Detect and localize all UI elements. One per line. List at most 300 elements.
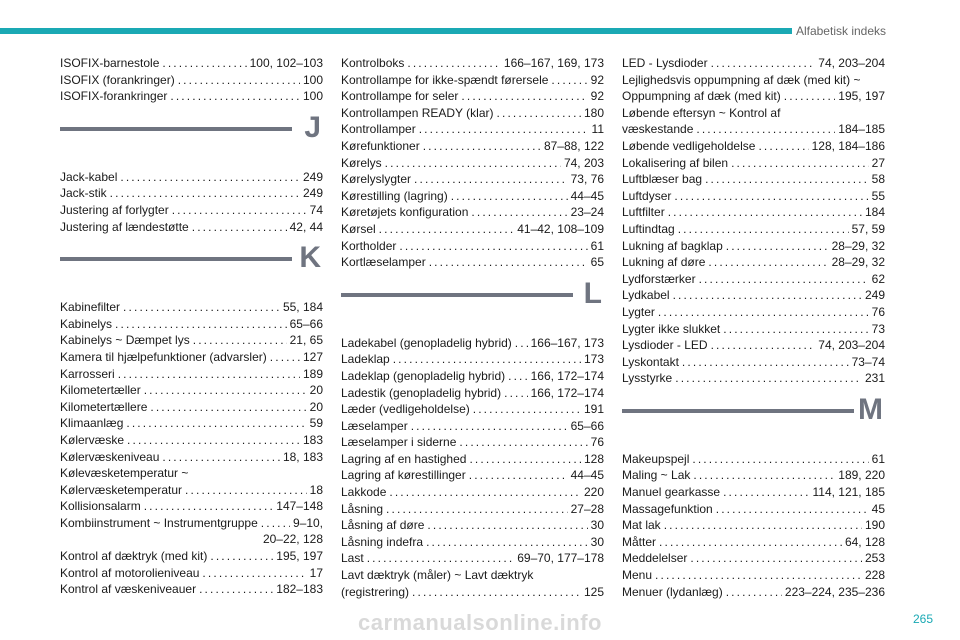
entry-term: Lagring af kørestillinger	[341, 468, 466, 483]
dot-leader	[682, 354, 849, 371]
dot-leader	[668, 204, 862, 221]
entry-pages: 74, 203	[563, 155, 604, 170]
dot-leader	[162, 55, 246, 72]
index-entry	[622, 88, 885, 105]
dot-leader	[389, 484, 581, 501]
index-entry	[622, 584, 885, 601]
entry-term: Manuel gearkasse	[622, 485, 721, 500]
index-entry	[60, 548, 323, 565]
dot-leader	[118, 366, 300, 383]
entry-term: Meddelelser	[622, 551, 688, 566]
entry-pages: 23–24	[570, 205, 604, 220]
dot-leader	[426, 534, 588, 551]
index-entry	[341, 501, 604, 518]
entry-pages: 195, 197	[276, 549, 323, 564]
entry-pages: 128, 184–186	[811, 138, 885, 153]
dot-leader	[504, 385, 527, 402]
dot-leader	[367, 550, 515, 567]
index-entry	[341, 385, 604, 402]
dot-leader	[172, 202, 307, 219]
entry-term: Lavt dæktryk (måler) ~ Lavt dæktryk	[341, 568, 534, 583]
letter-divider	[622, 409, 854, 413]
entry-pages: 27	[871, 155, 885, 170]
dot-leader	[784, 88, 836, 105]
entry-pages: 20	[309, 383, 323, 398]
entry-pages: 42, 44	[289, 219, 323, 234]
letter-heading	[341, 276, 604, 331]
header-accent-bar	[0, 28, 792, 34]
entry-term: Lygter	[622, 304, 655, 319]
entry-pages: 65–66	[570, 418, 604, 433]
entry-term: Kortholder	[341, 238, 397, 253]
entry-pages: 166–167, 173	[530, 335, 604, 350]
entry-term: Kontrollamper	[341, 122, 416, 137]
entry-pages: 166–167, 169, 173	[503, 56, 604, 70]
dot-leader	[675, 370, 862, 387]
dot-leader	[423, 138, 541, 155]
entry-pages: 182–183	[276, 582, 323, 597]
index-entry	[622, 467, 885, 484]
entry-term: Justering af forlygter	[60, 202, 169, 217]
dot-leader	[202, 565, 306, 582]
dot-leader	[471, 204, 567, 221]
index-entry	[60, 299, 323, 316]
index-entry	[341, 550, 604, 567]
dot-leader	[705, 171, 869, 188]
index-entry	[341, 335, 604, 352]
entry-pages: 45	[871, 501, 885, 516]
dot-leader	[711, 337, 816, 354]
entry-pages: 183	[302, 432, 323, 447]
index-entry	[60, 332, 323, 349]
entry-pages: 76	[871, 304, 885, 319]
index-entry	[341, 451, 604, 468]
entry-term: Låsning indefra	[341, 534, 424, 549]
index-column-3	[622, 55, 885, 600]
dot-leader	[664, 517, 862, 534]
letter-heading	[622, 392, 885, 447]
letter-divider	[60, 257, 292, 261]
dot-leader	[192, 219, 287, 236]
entry-pages: 74	[309, 202, 323, 217]
entry-term: Læder (vedligeholdelse)	[341, 402, 470, 417]
index-entry	[622, 354, 885, 371]
dot-leader	[144, 498, 274, 515]
entry-pages: 100, 102–103	[249, 56, 323, 70]
entry-pages: 74, 203–204	[818, 56, 885, 70]
entry-pages: 184–185	[838, 122, 885, 137]
entry-term: Jack-stik	[60, 186, 107, 201]
entry-term: Lukning af bagklap	[622, 238, 723, 253]
entry-term: Jack-kabel	[60, 169, 118, 184]
entry-pages: 9–10,	[292, 515, 323, 530]
entry-term: Låsning af døre	[341, 518, 425, 533]
index-entry	[622, 451, 885, 468]
index-entry	[60, 515, 323, 532]
dot-leader	[429, 254, 588, 271]
index-entry	[60, 415, 323, 432]
dot-leader	[708, 254, 828, 271]
index-entry	[60, 169, 323, 186]
dot-leader	[726, 584, 782, 601]
dot-leader	[726, 238, 829, 255]
dot-leader	[261, 515, 290, 532]
entry-term: Oppumpning af dæk (med kit)	[622, 89, 781, 104]
index-entry	[622, 287, 885, 304]
entry-term: Ladeklap (genopladelig hybrid)	[341, 368, 506, 383]
index-entry	[341, 238, 604, 255]
dot-leader	[270, 349, 300, 366]
entry-term: Karrosseri	[60, 366, 115, 381]
dot-leader	[411, 418, 568, 435]
index-entry	[622, 304, 885, 321]
entry-pages: 73	[871, 321, 885, 336]
index-entry	[60, 55, 323, 72]
entry-pages: 30	[590, 518, 604, 533]
dot-leader	[407, 55, 501, 72]
entry-term: Kølervæske	[60, 432, 125, 447]
entry-term: væskestande	[622, 122, 694, 137]
entry-term: Luftblæser bag	[622, 172, 703, 187]
entry-pages: 64, 128	[844, 534, 885, 549]
dot-leader	[659, 534, 842, 551]
dot-leader	[497, 105, 581, 122]
index-entry	[341, 55, 604, 72]
entry-pages: 57, 59	[851, 221, 885, 236]
entry-pages: 228	[864, 568, 885, 583]
index-entry	[622, 550, 885, 567]
entry-pages: 69–70, 177–178	[517, 551, 604, 566]
index-entry	[341, 368, 604, 385]
index-entry	[60, 366, 323, 383]
index-entry	[60, 88, 323, 105]
entry-term: Kontrollampen READY (klar)	[341, 105, 494, 120]
entry-pages: 220	[583, 485, 604, 500]
entry-pages: 61	[590, 238, 604, 253]
dot-leader	[419, 121, 589, 138]
dot-leader	[716, 501, 869, 518]
entry-term: Lydkabel	[622, 288, 670, 303]
entry-term: Lygter ikke slukket	[622, 321, 721, 336]
dot-leader	[144, 382, 307, 399]
entry-pages: 166, 172–174	[530, 368, 604, 383]
entry-term: (registrering)	[341, 584, 410, 599]
index-entry	[622, 138, 885, 155]
dot-leader	[693, 467, 835, 484]
letter-divider	[60, 127, 292, 131]
index-entry	[60, 432, 323, 449]
entry-pages: 191	[583, 402, 604, 417]
index-entry	[60, 482, 323, 499]
entry-term: Justering af lændestøtte	[60, 219, 189, 234]
entry-term: ISOFIX-barnestole	[60, 56, 160, 70]
letter-label: L	[583, 276, 602, 310]
letter-label: J	[304, 110, 321, 144]
dot-leader	[692, 451, 868, 468]
dot-leader	[699, 271, 869, 288]
index-entry	[622, 271, 885, 288]
dot-leader	[393, 351, 581, 368]
index-entry	[60, 581, 323, 598]
index-entry	[622, 501, 885, 518]
entry-pages: 30	[590, 534, 604, 549]
entry-term: Kølevæsketemperatur ~	[60, 466, 189, 481]
dot-leader	[115, 316, 287, 333]
entry-pages: 28–29, 32	[831, 255, 885, 270]
entry-pages: 61	[871, 451, 885, 466]
index-entry	[341, 138, 604, 155]
entry-pages: 253	[864, 551, 885, 566]
index-entry	[341, 105, 604, 122]
entry-pages: 249	[302, 186, 323, 201]
dot-leader	[723, 484, 809, 501]
dot-leader	[199, 581, 273, 598]
dot-leader	[731, 155, 869, 172]
index-entry	[60, 72, 323, 89]
entry-pages: 18, 183	[282, 449, 323, 464]
index-entry	[341, 88, 604, 105]
index-entry	[60, 399, 323, 416]
entry-pages: 223–224, 235–236	[784, 584, 885, 599]
entry-term: Løbende vedligeholdelse	[622, 138, 756, 153]
entry-term: Kontrolboks	[341, 56, 405, 70]
entry-pages: 74, 203–204	[818, 338, 885, 353]
index-entry	[622, 337, 885, 354]
dot-leader	[469, 467, 568, 484]
dot-leader	[126, 415, 306, 432]
index-entry	[622, 534, 885, 551]
entry-pages: 28–29, 32	[831, 238, 885, 253]
index-entry	[341, 484, 604, 501]
entry-pages: 249	[302, 169, 323, 184]
index-entry	[622, 484, 885, 501]
entry-term: Kontrol af væskeniveauer	[60, 582, 197, 597]
letter-label: K	[299, 241, 321, 275]
dot-leader	[551, 72, 587, 89]
index-entry	[622, 221, 885, 238]
entry-pages: 173	[583, 352, 604, 367]
entry-term: Kontrol af motorolieniveau	[60, 565, 200, 580]
entry-pages: 73–74	[851, 354, 885, 369]
index-entry	[341, 72, 604, 89]
entry-term: Ladestik (genopladelig hybrid)	[341, 385, 502, 400]
dot-leader	[379, 221, 515, 238]
index-entry	[60, 185, 323, 202]
dot-leader	[469, 451, 581, 468]
dot-leader	[414, 171, 568, 188]
entry-term: Kabinefilter	[60, 300, 121, 315]
index-entry	[622, 171, 885, 188]
entry-pages: 249	[864, 288, 885, 303]
index-entry	[60, 202, 323, 219]
index-entry	[341, 534, 604, 551]
entry-term: Låsning	[341, 501, 384, 516]
entry-pages: 184	[864, 205, 885, 220]
entry-term: Lysdioder - LED	[622, 338, 708, 353]
index-entry	[341, 155, 604, 172]
index-entry	[341, 221, 604, 238]
entry-term: Kabinelys	[60, 316, 113, 331]
entry-term: Kamera til hjælpefunktioner (advarsler)	[60, 349, 267, 364]
index-entry	[622, 188, 885, 205]
dot-leader	[412, 584, 581, 601]
entry-pages: 55	[871, 188, 885, 203]
entry-pages: 127	[302, 349, 323, 364]
index-entry	[341, 467, 604, 484]
dot-leader	[515, 335, 528, 352]
watermark: carmanualsonline.info	[358, 610, 602, 635]
entry-pages: 11	[591, 122, 604, 137]
dot-leader	[473, 401, 581, 418]
entry-term: Ladeklap	[341, 352, 390, 367]
dot-leader	[696, 121, 835, 138]
entry-pages: 180	[583, 105, 604, 120]
entry-term: Kølervæsketemperatur	[60, 482, 183, 497]
entry-pages: 44–45	[570, 468, 604, 483]
index-entry	[341, 517, 604, 534]
index-entry	[341, 418, 604, 435]
entry-pages: 92	[590, 89, 604, 104]
entry-pages: 147–148	[276, 499, 323, 514]
entry-term: Løbende eftersyn ~ Kontrol af	[622, 105, 781, 120]
dot-leader	[210, 548, 273, 565]
entry-pages: 41–42, 108–109	[517, 221, 604, 236]
entry-term: Maling ~ Lak	[622, 468, 691, 483]
entry-pages: 59	[309, 416, 323, 431]
entry-term: LED - Lysdioder	[622, 56, 708, 70]
entry-term: Luftdyser	[622, 188, 672, 203]
index-entry	[622, 121, 885, 138]
dot-leader	[185, 482, 307, 499]
dot-leader	[178, 72, 300, 89]
entry-pages: 195, 197	[838, 89, 885, 104]
entry-pages: 231	[864, 371, 885, 386]
index-entry	[60, 465, 323, 482]
index-entry	[60, 316, 323, 333]
index-entry	[341, 121, 604, 138]
dot-leader	[385, 155, 561, 172]
dot-leader	[170, 88, 300, 105]
entry-pages: 73, 76	[570, 172, 604, 187]
entry-term: Kollisionsalarm	[60, 499, 141, 514]
entry-term: Kørestilling (lagring)	[341, 188, 448, 203]
entry-term: Menu	[622, 568, 653, 583]
dot-leader	[690, 550, 862, 567]
entry-pages: 76	[590, 435, 604, 450]
entry-pages: 92	[590, 72, 604, 87]
entry-pages: 114, 121, 185	[812, 485, 885, 500]
entry-pages-continued: 20–22, 128	[262, 532, 323, 547]
entry-term: Lukning af døre	[622, 255, 706, 270]
dot-leader	[386, 501, 568, 518]
dot-leader	[162, 449, 280, 466]
entry-term: Lagring af en hastighed	[341, 451, 467, 466]
index-entry	[341, 434, 604, 451]
letter-label: M	[858, 392, 883, 426]
index-column-1	[60, 55, 323, 598]
entry-term: Klimaanlæg	[60, 416, 124, 431]
entry-term: Lydforstærker	[622, 271, 696, 286]
index-entry	[60, 382, 323, 399]
entry-pages: 18	[309, 482, 323, 497]
entry-pages: 87–88, 122	[543, 138, 604, 153]
index-entry	[622, 238, 885, 255]
dot-leader	[674, 188, 868, 205]
index-entry	[341, 204, 604, 221]
dot-leader	[711, 55, 816, 72]
index-entry	[622, 155, 885, 172]
dot-leader	[758, 138, 808, 155]
index-entry	[341, 171, 604, 188]
entry-term: Massagefunktion	[622, 501, 713, 516]
index-entry	[622, 567, 885, 584]
letter-heading	[60, 110, 323, 165]
entry-pages: 27–28	[570, 501, 604, 516]
index-entry	[622, 204, 885, 221]
index-entry	[622, 254, 885, 271]
entry-term: Lokalisering af bilen	[622, 155, 729, 170]
entry-term: Lakkode	[341, 485, 387, 500]
entry-term: Kørelyslygter	[341, 172, 412, 187]
entry-term: Kortlæselamper	[341, 255, 426, 270]
dot-leader	[459, 434, 587, 451]
entry-term: Mat lak	[622, 518, 661, 533]
dot-leader	[427, 517, 587, 534]
entry-term: Måtter	[622, 534, 657, 549]
entry-term: Kabinelys ~ Dæmpet lys	[60, 333, 190, 348]
index-entry	[60, 449, 323, 466]
entry-pages: 190	[864, 518, 885, 533]
index-entry	[60, 498, 323, 515]
entry-term: Kontrollampe for ikke-spændt førersele	[341, 72, 549, 87]
entry-term: Kilometertællere	[60, 399, 148, 414]
index-entry	[622, 72, 885, 89]
index-entry	[341, 567, 604, 584]
entry-pages: 55, 184	[282, 300, 323, 315]
entry-term: Køretøjets konfiguration	[341, 205, 469, 220]
entry-term: ISOFIX (forankringer)	[60, 72, 175, 87]
index-entry	[622, 370, 885, 387]
index-entry	[60, 565, 323, 582]
entry-pages: 189	[302, 366, 323, 381]
entry-term: Lyskontakt	[622, 354, 679, 369]
entry-term: Luftindtag	[622, 221, 675, 236]
entry-pages: 189, 220	[838, 468, 885, 483]
dot-leader	[451, 188, 568, 205]
dot-leader	[673, 287, 862, 304]
index-entry	[60, 219, 323, 236]
section-title: Alfabetisk indeks	[795, 24, 886, 38]
index-entry	[341, 584, 604, 601]
entry-pages: 21, 65	[289, 333, 323, 348]
index-entry	[341, 254, 604, 271]
dot-leader	[127, 432, 300, 449]
dot-leader	[655, 567, 862, 584]
index-column-2	[341, 55, 604, 600]
entry-pages: 166, 172–174	[530, 385, 604, 400]
entry-pages: 65	[590, 255, 604, 270]
entry-pages: 44–45	[570, 188, 604, 203]
letter-heading	[60, 241, 323, 295]
entry-term: Kilometertæller	[60, 383, 141, 398]
entry-term: Last	[341, 551, 364, 566]
entry-term: Menuer (lydanlæg)	[622, 584, 723, 599]
entry-term: Kørsel	[341, 221, 376, 236]
entry-term: Lejlighedsvis oppumpning af dæk (med kit) ~	[622, 72, 861, 87]
page-number: 265	[912, 612, 933, 626]
dot-leader	[150, 399, 306, 416]
entry-pages: 17	[309, 565, 323, 580]
